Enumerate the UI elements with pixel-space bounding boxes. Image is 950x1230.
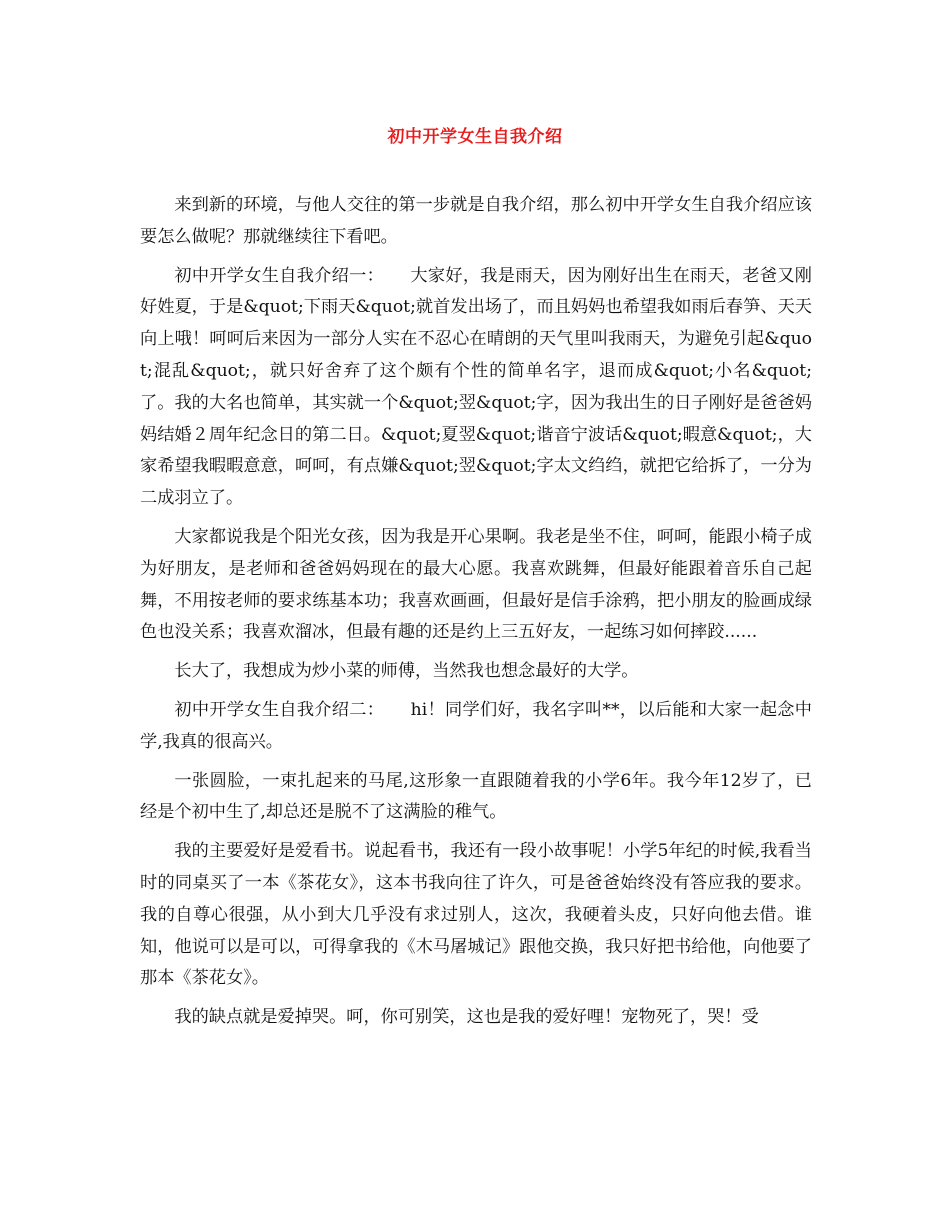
- paragraph: 大家都说我是个阳光女孩，因为我是开心果啊。我老是坐不住，呵呵，能跟小椅子成为好朋友，是老师和爸爸妈妈现在的最大心愿。我喜欢跳舞，但最好能跟着音乐自己起舞，不用按老师的要求练基本功；我喜欢画画，但最好是信手涂鸦，把小朋友的脸画成绿色也没关系；我喜欢溜冰，但最有趣的还是约上三五好友，一起练习如何摔跤......: [140, 526, 812, 643]
- document-body: [140, 190, 812, 1041]
- document-title: 初中开学女生自我介绍: [387, 127, 563, 147]
- paragraph: 长大了，我想成为炒小菜的师傅，当然我也想念最好的大学。: [174, 661, 639, 682]
- paragraph: 初中开学女生自我介绍一： 大家好，我是雨天，因为刚好出生在雨天，老爸又刚好姓夏，于是&quot;下雨天&quot;就首发出场了，而且妈妈也希望我如雨后春笋、天天向上哦！呵呵后来因为一部分人实在不忍心在晴朗的天气里叫我雨天，为避免引起&quot;混乱&quot;，就只好舍弃了这个颇有个性的简单名字，退而成&quot;小名&quot;了。我的大名也简单，其实就一个&quot;翌&quot;字，因为我出生的日子刚好是爸爸妈妈结婚２周年纪念日的第二日。&quot;夏翌&quot;谐音宁波话&quot;暇意&quot;，大家希望我暇暇意意，呵呵，有点嫌&quot;翌&quot;字太文绉绉，就把它给拆了，一分为二成羽立了。: [140, 265, 812, 509]
- paragraph: 我的主要爱好是爱看书。说起看书，我还有一段小故事呢！小学5年纪的时候,我看当时的同桌买了一本《茶花女》，这本书我向往了许久，可是爸爸始终没有答应我的要求。我的自尊心很强，从小到大几乎没有求过别人，这次，我硬着头皮，只好向他去借。谁知，他说可以是可以，可得拿我的《木马屠城记》跟他交换，我只好把书给他，向他要了那本《茶花女》。: [140, 841, 812, 989]
- paragraph: 一张圆脸，一束扎起来的马尾,这形象一直跟随着我的小学6年。我今年12岁了，已经是个初中生了,却总还是脱不了这满脸的稚气。: [140, 770, 812, 823]
- paragraph: 我的缺点就是爱掉哭。呵，你可别笑，这也是我的爱好哩！宠物死了，哭！受: [174, 1007, 759, 1028]
- paragraph: 初中开学女生自我介绍二： hi！同学们好，我名字叫**，以后能和大家一起念中学,我真的很高兴。: [140, 699, 812, 752]
- paragraph: 来到新的环境，与他人交往的第一步就是自我介绍，那么初中开学女生自我介绍应该要怎么做呢？那就继续往下看吧。: [140, 195, 812, 247]
